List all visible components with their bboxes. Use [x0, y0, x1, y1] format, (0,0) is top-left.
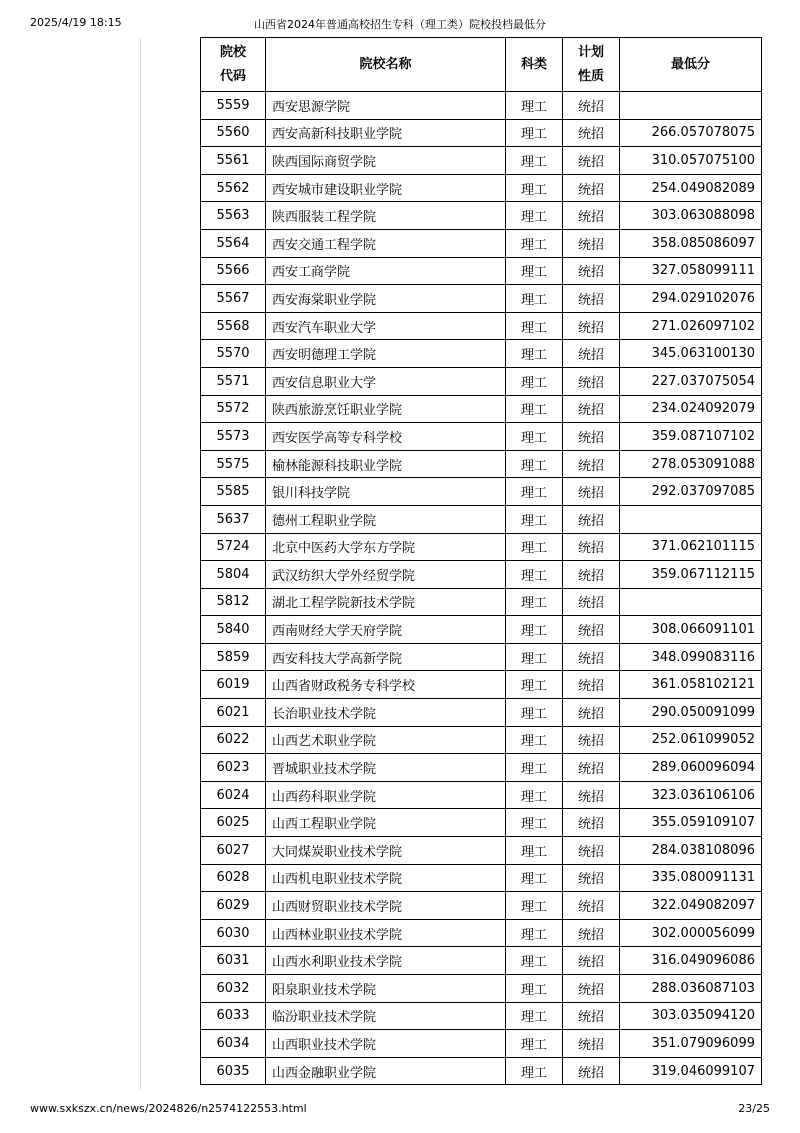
- category-cell: 理工: [506, 616, 563, 644]
- school-code-cell: 5840: [201, 616, 266, 644]
- category-cell: 理工: [506, 588, 563, 616]
- school-name-cell: 西安海棠职业学院: [266, 285, 506, 313]
- category-cell: 理工: [506, 367, 563, 395]
- plan-nature-cell: 统招: [563, 285, 620, 313]
- plan-nature-cell: 统招: [563, 1057, 620, 1085]
- school-name-cell: 陕西旅游烹饪职业学院: [266, 395, 506, 423]
- min-score-cell: 310.057075100: [620, 147, 762, 175]
- category-cell: 理工: [506, 781, 563, 809]
- category-cell: 理工: [506, 174, 563, 202]
- min-score-cell: 254.049082089: [620, 174, 762, 202]
- category-cell: 理工: [506, 423, 563, 451]
- table-header-row: [201, 38, 762, 92]
- table-row: [201, 174, 762, 202]
- min-score-cell: 308.066091101: [620, 616, 762, 644]
- col-header-nature-label: 计划 性质: [577, 44, 604, 84]
- school-name-cell: 山西职业技术学院: [266, 1030, 506, 1058]
- col-header-code-label: 院校 代码: [219, 44, 246, 84]
- plan-nature-cell: 统招: [563, 809, 620, 837]
- school-name-cell: 陕西服装工程学院: [266, 202, 506, 230]
- school-name-cell: 西安城市建设职业学院: [266, 174, 506, 202]
- school-code-cell: 5560: [201, 119, 266, 147]
- school-code-cell: 5567: [201, 285, 266, 313]
- school-name-cell: 长治职业技术学院: [266, 699, 506, 727]
- table-row: [201, 726, 762, 754]
- min-score-cell: 316.049096086: [620, 947, 762, 975]
- plan-nature-cell: 统招: [563, 423, 620, 451]
- col-header-category: 科类: [506, 38, 563, 92]
- school-name-cell: 西南财经大学天府学院: [266, 616, 506, 644]
- school-name-cell: 武汉纺织大学外经贸学院: [266, 561, 506, 589]
- category-cell: 理工: [506, 340, 563, 368]
- school-code-cell: 6021: [201, 699, 266, 727]
- min-score-cell: 294.029102076: [620, 285, 762, 313]
- school-name-cell: 陕西国际商贸学院: [266, 147, 506, 175]
- school-code-cell: 5561: [201, 147, 266, 175]
- table-row: [201, 340, 762, 368]
- table-row: [201, 671, 762, 699]
- min-score-cell: 227.037075054: [620, 367, 762, 395]
- min-score-cell: 327.058099111: [620, 257, 762, 285]
- page-title: 山西省2024年普通高校招生专科（理工类）院校投档最低分: [254, 18, 546, 31]
- min-score-cell: 358.085086097: [620, 229, 762, 257]
- plan-nature-cell: 统招: [563, 533, 620, 561]
- category-cell: 理工: [506, 505, 563, 533]
- min-score-cell: 319.046099107: [620, 1057, 762, 1085]
- school-name-cell: 晋城职业技术学院: [266, 754, 506, 782]
- table-row: [201, 561, 762, 589]
- school-name-cell: 临汾职业技术学院: [266, 1002, 506, 1030]
- table-row: [201, 505, 762, 533]
- score-table: [200, 37, 762, 1085]
- plan-nature-cell: 统招: [563, 257, 620, 285]
- min-score-cell: 288.036087103: [620, 975, 762, 1003]
- school-name-cell: 山西机电职业技术学院: [266, 864, 506, 892]
- school-code-cell: 6030: [201, 919, 266, 947]
- table-row: [201, 588, 762, 616]
- plan-nature-cell: 统招: [563, 92, 620, 120]
- table-row: [201, 285, 762, 313]
- table-row: [201, 781, 762, 809]
- school-code-cell: 5559: [201, 92, 266, 120]
- plan-nature-cell: 统招: [563, 892, 620, 920]
- school-code-cell: 6027: [201, 837, 266, 865]
- table-row: [201, 1030, 762, 1058]
- school-code-cell: 5570: [201, 340, 266, 368]
- school-name-cell: 山西金融职业学院: [266, 1057, 506, 1085]
- school-code-cell: 5568: [201, 312, 266, 340]
- category-cell: 理工: [506, 864, 563, 892]
- school-code-cell: 5573: [201, 423, 266, 451]
- school-name-cell: 湖北工程学院新技术学院: [266, 588, 506, 616]
- plan-nature-cell: 统招: [563, 367, 620, 395]
- plan-nature-cell: 统招: [563, 312, 620, 340]
- school-code-cell: 6029: [201, 892, 266, 920]
- table-row: [201, 864, 762, 892]
- plan-nature-cell: 统招: [563, 699, 620, 727]
- min-score-cell: 252.061099052: [620, 726, 762, 754]
- min-score-cell: 335.080091131: [620, 864, 762, 892]
- school-code-cell: 5804: [201, 561, 266, 589]
- min-score-cell: 303.063088098: [620, 202, 762, 230]
- plan-nature-cell: 统招: [563, 174, 620, 202]
- table-row: [201, 947, 762, 975]
- school-name-cell: 山西财贸职业技术学院: [266, 892, 506, 920]
- school-code-cell: 5566: [201, 257, 266, 285]
- table-row: [201, 754, 762, 782]
- min-score-cell: 278.053091088: [620, 450, 762, 478]
- school-code-cell: 5585: [201, 478, 266, 506]
- category-cell: 理工: [506, 478, 563, 506]
- min-score-cell: 361.058102121: [620, 671, 762, 699]
- category-cell: 理工: [506, 975, 563, 1003]
- min-score-cell: 351.079096099: [620, 1030, 762, 1058]
- min-score-cell: 271.026097102: [620, 312, 762, 340]
- plan-nature-cell: 统招: [563, 1002, 620, 1030]
- category-cell: 理工: [506, 671, 563, 699]
- plan-nature-cell: 统招: [563, 119, 620, 147]
- category-cell: 理工: [506, 947, 563, 975]
- table-row: [201, 892, 762, 920]
- left-divider: [140, 38, 141, 1090]
- table-row: [201, 257, 762, 285]
- school-name-cell: 山西药科职业学院: [266, 781, 506, 809]
- school-code-cell: 5562: [201, 174, 266, 202]
- school-name-cell: 西安交通工程学院: [266, 229, 506, 257]
- school-code-cell: 6019: [201, 671, 266, 699]
- min-score-cell: 323.036106106: [620, 781, 762, 809]
- category-cell: 理工: [506, 450, 563, 478]
- table-row: [201, 450, 762, 478]
- category-cell: 理工: [506, 1002, 563, 1030]
- category-cell: 理工: [506, 312, 563, 340]
- min-score-cell: 284.038108096: [620, 837, 762, 865]
- min-score-cell: [620, 92, 762, 120]
- school-code-cell: 6022: [201, 726, 266, 754]
- school-name-cell: 西安信息职业大学: [266, 367, 506, 395]
- category-cell: 理工: [506, 202, 563, 230]
- category-cell: 理工: [506, 892, 563, 920]
- table-row: [201, 312, 762, 340]
- print-datetime: 2025/4/19 18:15: [30, 16, 122, 29]
- min-score-cell: 302.000056099: [620, 919, 762, 947]
- min-score-cell: 371.062101115: [620, 533, 762, 561]
- school-code-cell: 5571: [201, 367, 266, 395]
- plan-nature-cell: 统招: [563, 478, 620, 506]
- plan-nature-cell: 统招: [563, 561, 620, 589]
- school-name-cell: 西安思源学院: [266, 92, 506, 120]
- category-cell: 理工: [506, 92, 563, 120]
- school-name-cell: 北京中医药大学东方学院: [266, 533, 506, 561]
- school-code-cell: 5564: [201, 229, 266, 257]
- table-row: [201, 423, 762, 451]
- plan-nature-cell: 统招: [563, 643, 620, 671]
- school-name-cell: 西安工商学院: [266, 257, 506, 285]
- min-score-cell: 266.057078075: [620, 119, 762, 147]
- plan-nature-cell: 统招: [563, 726, 620, 754]
- plan-nature-cell: 统招: [563, 975, 620, 1003]
- school-name-cell: 阳泉职业技术学院: [266, 975, 506, 1003]
- school-code-cell: 6034: [201, 1030, 266, 1058]
- school-name-cell: 山西水利职业技术学院: [266, 947, 506, 975]
- category-cell: 理工: [506, 285, 563, 313]
- min-score-cell: 359.087107102: [620, 423, 762, 451]
- category-cell: 理工: [506, 561, 563, 589]
- school-code-cell: 5724: [201, 533, 266, 561]
- school-name-cell: 西安科技大学高新学院: [266, 643, 506, 671]
- category-cell: 理工: [506, 147, 563, 175]
- category-cell: 理工: [506, 395, 563, 423]
- min-score-cell: 345.063100130: [620, 340, 762, 368]
- school-code-cell: 6033: [201, 1002, 266, 1030]
- table-row: [201, 533, 762, 561]
- category-cell: 理工: [506, 699, 563, 727]
- min-score-cell: 292.037097085: [620, 478, 762, 506]
- category-cell: 理工: [506, 919, 563, 947]
- category-cell: 理工: [506, 837, 563, 865]
- school-name-cell: 西安高新科技职业学院: [266, 119, 506, 147]
- school-name-cell: 西安医学高等专科学校: [266, 423, 506, 451]
- table-row: [201, 147, 762, 175]
- category-cell: 理工: [506, 809, 563, 837]
- plan-nature-cell: 统招: [563, 505, 620, 533]
- table-row: [201, 616, 762, 644]
- school-code-cell: 6031: [201, 947, 266, 975]
- school-code-cell: 6024: [201, 781, 266, 809]
- plan-nature-cell: 统招: [563, 147, 620, 175]
- school-name-cell: 西安明德理工学院: [266, 340, 506, 368]
- table-row: [201, 837, 762, 865]
- category-cell: 理工: [506, 257, 563, 285]
- table-row: [201, 395, 762, 423]
- category-cell: 理工: [506, 726, 563, 754]
- plan-nature-cell: 统招: [563, 202, 620, 230]
- school-code-cell: 5812: [201, 588, 266, 616]
- min-score-cell: 322.049082097: [620, 892, 762, 920]
- plan-nature-cell: 统招: [563, 588, 620, 616]
- school-name-cell: 山西林业职业技术学院: [266, 919, 506, 947]
- col-header-nature: [563, 38, 620, 92]
- school-name-cell: 榆林能源科技职业学院: [266, 450, 506, 478]
- school-name-cell: 山西省财政税务专科学校: [266, 671, 506, 699]
- school-code-cell: 5859: [201, 643, 266, 671]
- table-row: [201, 229, 762, 257]
- table-row: [201, 92, 762, 120]
- school-code-cell: 5572: [201, 395, 266, 423]
- school-code-cell: 5563: [201, 202, 266, 230]
- plan-nature-cell: 统招: [563, 340, 620, 368]
- plan-nature-cell: 统招: [563, 864, 620, 892]
- school-code-cell: 6028: [201, 864, 266, 892]
- school-name-cell: 银川科技学院: [266, 478, 506, 506]
- plan-nature-cell: 统招: [563, 781, 620, 809]
- school-code-cell: 6032: [201, 975, 266, 1003]
- min-score-cell: 289.060096094: [620, 754, 762, 782]
- category-cell: 理工: [506, 754, 563, 782]
- school-code-cell: 6025: [201, 809, 266, 837]
- school-code-cell: 6023: [201, 754, 266, 782]
- school-name-cell: 山西艺术职业学院: [266, 726, 506, 754]
- category-cell: 理工: [506, 643, 563, 671]
- col-header-name: 院校名称: [266, 38, 506, 92]
- category-cell: 理工: [506, 1057, 563, 1085]
- school-name-cell: 山西工程职业学院: [266, 809, 506, 837]
- table-row: [201, 478, 762, 506]
- table-row: [201, 919, 762, 947]
- table-row: [201, 1002, 762, 1030]
- school-name-cell: 德州工程职业学院: [266, 505, 506, 533]
- plan-nature-cell: 统招: [563, 395, 620, 423]
- table-row: [201, 643, 762, 671]
- min-score-cell: 359.067112115: [620, 561, 762, 589]
- plan-nature-cell: 统招: [563, 671, 620, 699]
- col-header-score: 最低分: [620, 38, 762, 92]
- table-row: [201, 975, 762, 1003]
- school-code-cell: 5637: [201, 505, 266, 533]
- school-name-cell: 西安汽车职业大学: [266, 312, 506, 340]
- category-cell: 理工: [506, 1030, 563, 1058]
- min-score-cell: 355.059109107: [620, 809, 762, 837]
- table-row: [201, 367, 762, 395]
- category-cell: 理工: [506, 229, 563, 257]
- category-cell: 理工: [506, 119, 563, 147]
- table-row: [201, 809, 762, 837]
- min-score-cell: 348.099083116: [620, 643, 762, 671]
- page-number: 23/25: [738, 1102, 770, 1115]
- school-code-cell: 5575: [201, 450, 266, 478]
- table-row: [201, 1057, 762, 1085]
- school-code-cell: 6035: [201, 1057, 266, 1085]
- min-score-cell: [620, 588, 762, 616]
- school-name-cell: 大同煤炭职业技术学院: [266, 837, 506, 865]
- table-row: [201, 699, 762, 727]
- min-score-cell: 234.024092079: [620, 395, 762, 423]
- plan-nature-cell: 统招: [563, 616, 620, 644]
- table-row: [201, 119, 762, 147]
- plan-nature-cell: 统招: [563, 837, 620, 865]
- min-score-cell: 303.035094120: [620, 1002, 762, 1030]
- plan-nature-cell: 统招: [563, 754, 620, 782]
- col-header-code: [201, 38, 266, 92]
- category-cell: 理工: [506, 533, 563, 561]
- plan-nature-cell: 统招: [563, 229, 620, 257]
- table-row: [201, 202, 762, 230]
- min-score-cell: [620, 505, 762, 533]
- plan-nature-cell: 统招: [563, 450, 620, 478]
- plan-nature-cell: 统招: [563, 1030, 620, 1058]
- page-url: www.sxkszx.cn/news/2024826/n2574122553.html: [30, 1102, 307, 1115]
- plan-nature-cell: 统招: [563, 947, 620, 975]
- plan-nature-cell: 统招: [563, 919, 620, 947]
- min-score-cell: 290.050091099: [620, 699, 762, 727]
